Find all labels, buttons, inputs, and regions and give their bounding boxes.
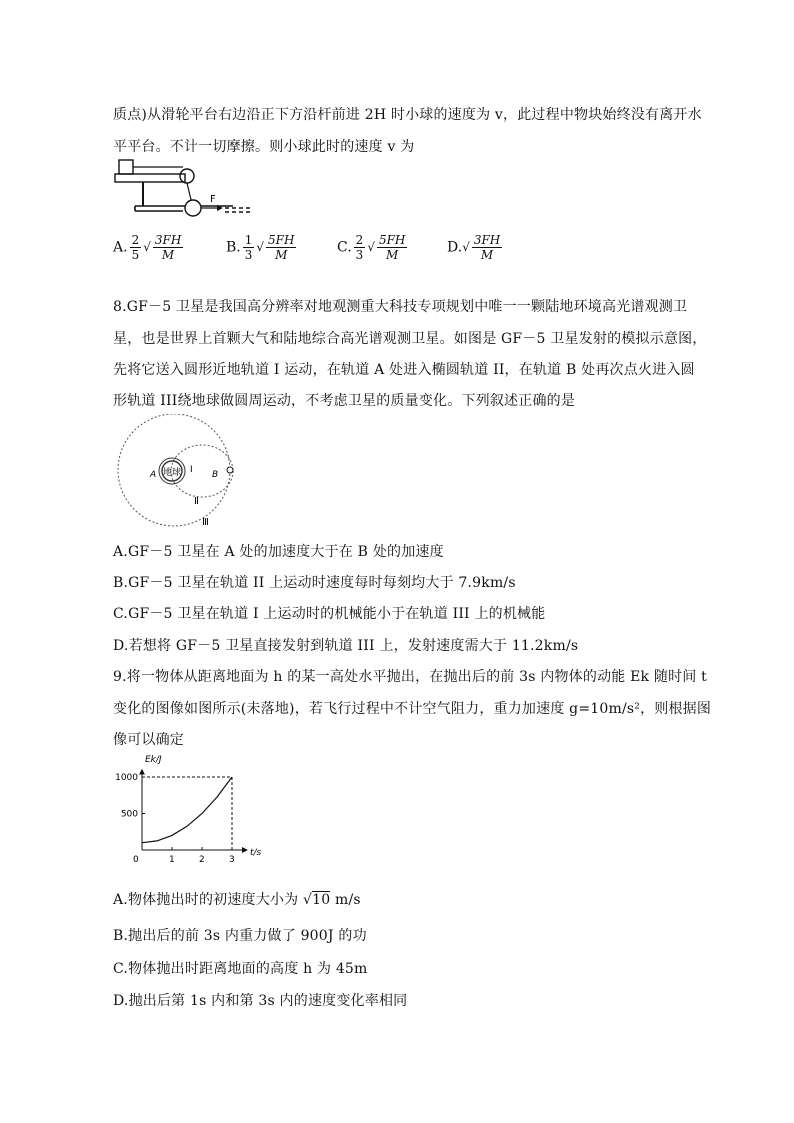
q8-text-line4: 形轨道 III绕地球做圆周运动，不考虑卫星的质量变化。下列叙述正确的是 [113,393,576,409]
q8-text-line1: 8.GF－5 卫星是我国高分辨率对地观测重大科技专项规划中唯一一颗陆地环境高光谱观测卫 [113,299,688,315]
ek-time-chart [112,751,282,873]
point-b-label: B [212,470,219,480]
ball [185,200,201,216]
x-tick-label: 2 [199,855,205,865]
q9-text-line2: 变化的图像如图所示(未落地)，若飞行过程中不计空气阻力，重力加速度 g=10m/s²，则根据图 [113,701,712,717]
q7-text-line1: 质点)从滑轮平台右边沿正下方沿杆前进 2H 时小球的速度为 v，此过程中物块始终没有离开水 [113,107,702,123]
earth-label: 地球 [163,468,182,478]
q7-option-d: D.√ $\frac{3FH}{M}$ [447,233,501,262]
q9-text-line3: 像可以确定 [113,732,184,748]
q8-text-line3: 先将它送入圆形近地轨道 I 运动，在轨道 A 处进入椭圆轨道 II，在轨道 B 处再次点火进入圆 [113,362,695,378]
orbit-figure [112,414,262,530]
y-axis-label: Ek/J [145,755,162,765]
q8-option-a: A.GF－5 卫星在 A 处的加速度大于在 B 处的加速度 [113,544,444,560]
q8-option-b: B.GF－5 卫星在轨道 II 上运动时速度每时每刻均大于 7.9km/s [113,575,516,591]
q7-option-b: B. $\frac{1}{3}$ √ $\frac{5FH}{M}$ [226,233,295,262]
pulley-platform-figure [113,158,253,220]
y-tick-label: 1000 [115,773,138,783]
q8-option-d: D.若想将 GF－5 卫星直接发射到轨道 III 上，发射速度需大于 11.2km/s [113,638,579,654]
satellite [227,467,233,473]
q9-option-a: A.物体抛出时的初速度大小为 √10 m/s [113,892,361,908]
q7-text-line2: 平平台。不计一切摩擦。则小球此时的速度 v 为 [113,139,415,155]
q7-option-a: A. $\frac{2}{5}$ √ $\frac{3FH}{M}$ [113,233,182,262]
x-tick-label: 3 [229,855,235,865]
q7-option-c: C. $\frac{2}{3}$ √ $\frac{5FH}{M}$ [337,233,406,262]
orbit-i-label: I [190,465,193,475]
q9-option-c: C.物体抛出时距离地面的高度 h 为 45m [113,961,368,977]
platform [115,174,185,182]
x-axis-label: t/s [250,848,262,858]
q9-text-line1: 9.将一物体从距离地面为 h 的某一高处水平抛出，在抛出后的前 3s 内物体的动能 Ek 随时间 t [113,669,707,685]
block [119,160,133,174]
orbit-ii-label: Ⅱ [194,496,199,507]
q8-text-line2: 星，也是世界上首颗大气和陆地综合高光谱观测卫星。如图是 GF－5 卫星发射的模拟示意图， [113,331,707,347]
q9-option-d: D.抛出后第 1s 内和第 3s 内的速度变化率相同 [113,993,408,1009]
point-a-label: A [150,470,157,480]
q8-option-c: C.GF－5 卫星在轨道 I 上运动时的机械能小于在轨道 III 上的机械能 [113,606,546,622]
q9-option-b: B.抛出后的前 3s 内重力做了 900J 的功 [113,928,367,944]
force-label: F [210,194,216,205]
x-tick-label: 0 [133,855,139,865]
pulley [180,169,194,183]
x-tick-label: 1 [169,855,175,865]
ek-curve [142,777,232,843]
y-tick-label: 500 [120,809,138,820]
orbit-iii-label: Ⅲ [202,517,209,528]
